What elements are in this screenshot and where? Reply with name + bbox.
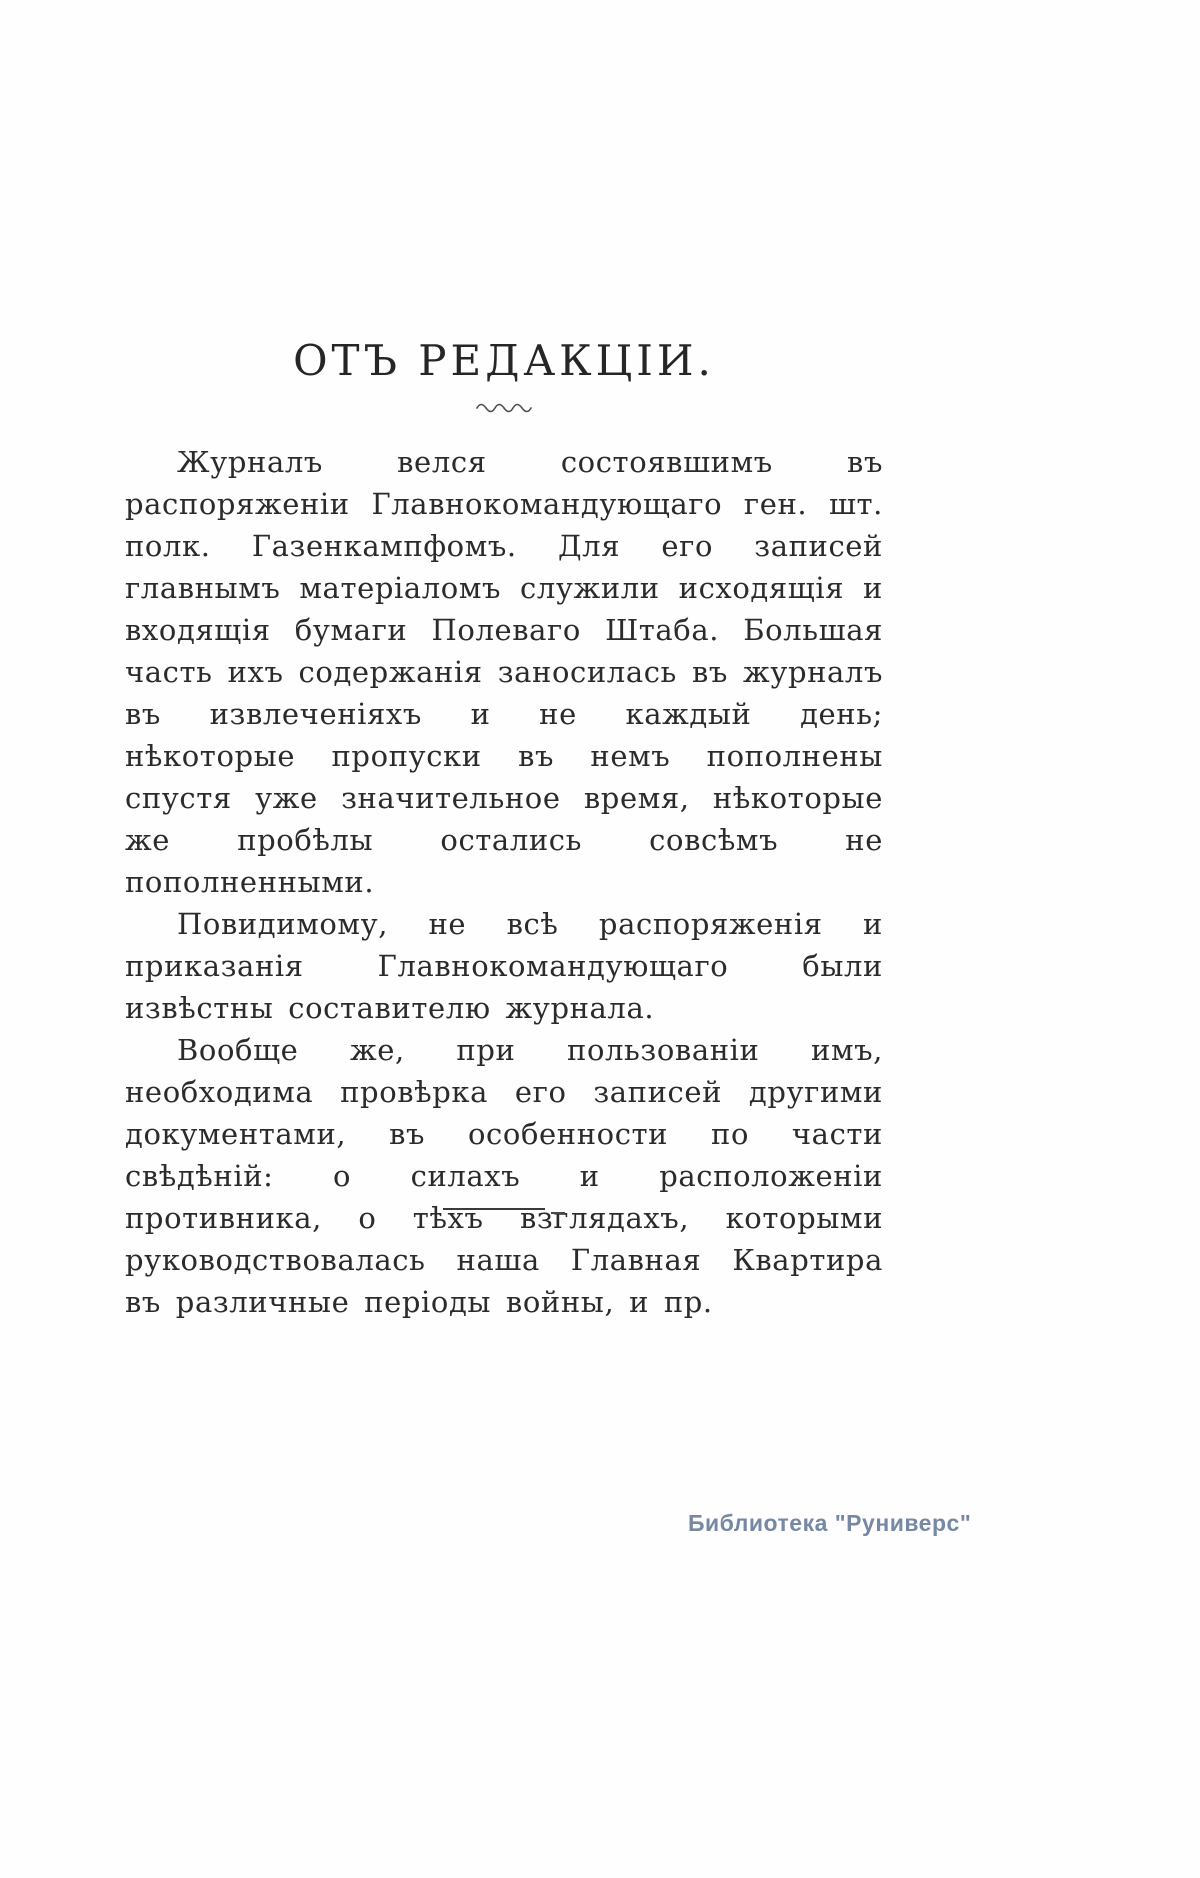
divider-rule — [443, 1208, 545, 1210]
squiggle-ornament-icon — [125, 401, 883, 415]
paragraph: Журналъ велся состоявшимъ въ распоряженіи Главнокомандующаго ген. шт. полк. Газенкампфомъ. Для его записей главнымъ матеріаломъ служили исходящія и входящія бумаги Полеваго Штаба. Большая часть ихъ содержанія заносилась въ журналъ въ извлеченіяхъ и не каждый день; нѣкоторые пропуски въ немъ пополнены спустя уже значительное время, нѣкоторые же пробѣлы остались совсѣмъ не пополненными. — [125, 445, 883, 899]
end-divider — [443, 1203, 573, 1215]
library-watermark: Библиотека "Руниверс" — [688, 1510, 972, 1536]
paragraph: Вообще же, при пользованіи имъ, необходима провѣрка его записей другими документами, въ особенности по части свѣдѣній: о силахъ и расположеніи противника, о тѣхъ взглядахъ, которыми руководствовалась наша Главная Квартира въ различные періоды войны, и пр. — [125, 1033, 883, 1319]
page-content — [125, 336, 883, 1323]
paragraph: Повидимому, не всѣ распоряженія и приказанія Главнокомандующаго были извѣстны составителю журнала. — [125, 907, 883, 1025]
page-title: ОТЪ РЕДАКЦІИ. — [293, 336, 715, 385]
divider-tail — [551, 1212, 565, 1214]
text-block — [125, 441, 883, 1323]
